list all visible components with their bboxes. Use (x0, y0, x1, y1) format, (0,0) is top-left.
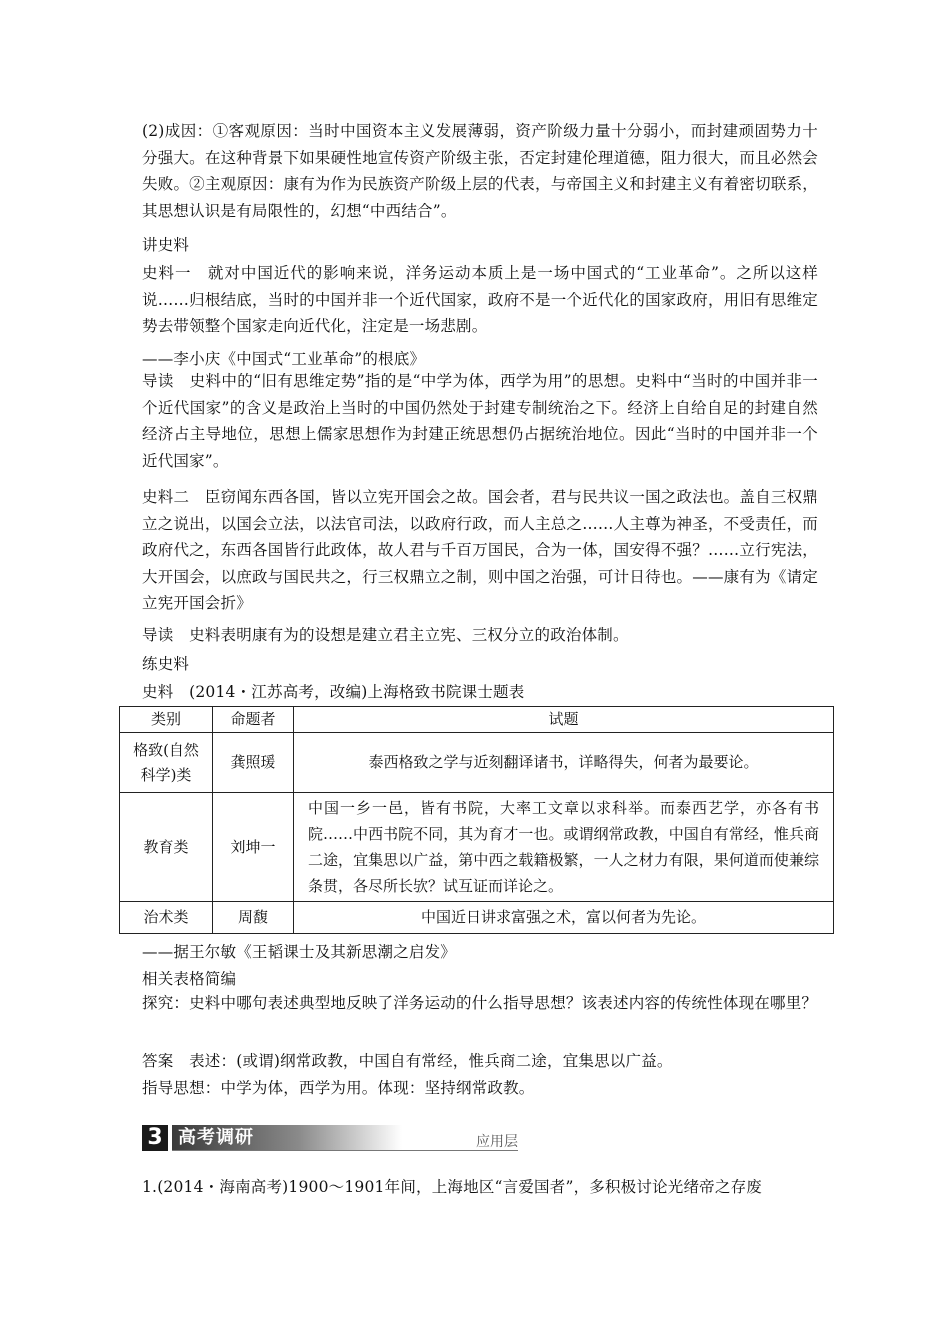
table-source: ——据王尔敏《王韬课士及其新思潮之启发》 (142, 943, 457, 961)
inquiry-question: 探究：史料中哪句表述典型地反映了洋务运动的什么指导思想？该表述内容的传统性体现在哪里？ (142, 994, 818, 1012)
table-cell-category: 教育类 (120, 793, 213, 902)
table-cell-question: 中国一乡一邑，皆有书院，大率工文章以求科举。而泰西艺学，亦各有书院……中西书院不同，其为育才一也。或谓纲常政教，中国自有常经，惟兵商二途，宜集思以广益，第中西之载籍极繁，一人之材力有限，果何道而使兼综条贯，各尽所长欤？试互证而详论之。 (294, 793, 834, 902)
table-cell-author: 周馥 (213, 902, 294, 934)
material-two: 史料二 臣窃闻东西各国，皆以立宪开国会之故。国会者，君与民共议一国之政法也。盖自三权鼎立之说出，以国会立法，以法官司法，以政府行政，而人主总之……人主尊为神圣，不受责任，而政府代之，东西各国皆行此政体，故人君与千百万国民，合为一体，国安得不强？……立行宪法，大开国会，以庶政与国民共之，行三权鼎立之制，则中国之治强，可计日待也。——康有为《请定立宪开国会折》 (142, 488, 818, 612)
answer-guiding-line: 指导思想：中学为体，西学为用。体现：坚持纲常政教。 (142, 1079, 535, 1097)
table-row (120, 733, 834, 793)
section-layer-label: 应用层 (476, 1134, 518, 1150)
guide-one: 导读 史料中的“旧有思维定势”指的是“中学为体，西学为用”的思想。史料中“当时的中国并非一个近代国家”的含义是政治上当时的中国仍然处于封建专制统治之下。经济上自给自足的封建自然经济占主导地位，思想上儒家思想作为封建正统思想仍占据统治地位。因此“当时的中国并非一个近代国家”。 (142, 372, 818, 470)
table-header-author: 命题者 (213, 707, 294, 733)
table-cell-question: 泰西格致之学与近刻翻译诸书，详略得失，何者为最要论。 (294, 733, 834, 793)
table-row (120, 902, 834, 934)
material-one: 史料一 就对中国近代的影响来说，洋务运动本质上是一场中国式的“工业革命”。之所以这样说……归根结底，当时的中国并非一个近代国家，政府不是一个近代化的国家政府，用旧有思维定势去带领整个国家走向近代化，注定是一场悲剧。 (142, 264, 818, 335)
table-cell-question: 中国近日讲求富强之术，富以何者为先论。 (294, 902, 834, 934)
table-cell-author: 龚照瑗 (213, 733, 294, 793)
table-cell-category: 格致(自然科学)类 (120, 733, 213, 793)
section-number-badge: 3 (142, 1125, 168, 1151)
answer-line: 答案 表述：(或谓)纲常政教，中国自有常经，惟兵商二途，宜集思以广益。 (142, 1052, 673, 1070)
section-heading-practice: 练史料 (142, 655, 190, 673)
section-banner (142, 1125, 518, 1151)
section-title: 高考调研 (178, 1127, 254, 1148)
table-cell-author: 刘坤一 (213, 793, 294, 902)
guide-two: 导读 史料表明康有为的设想是建立君主立宪、三权分立的政治体制。 (142, 626, 629, 644)
section-heading-lecture: 讲史料 (142, 236, 190, 254)
cause-paragraph: (2)成因：①客观原因：当时中国资本主义发展薄弱，资产阶级力量十分弱小，而封建顽固势力十分强大。在这种背景下如果硬性地宣传资产阶级主张，否定封建伦理道德，阻力很大，而且必然会失败。②主观原因：康有为作为民族资产阶级上层的代表，与帝国主义和封建主义有着密切联系，其思想认识是有局限性的，幻想“中西结合”。 (142, 122, 818, 220)
table-header-category: 类别 (120, 707, 213, 733)
table-header-row (120, 707, 834, 733)
material-one-source: ——李小庆《中国式“工业革命”的根底》 (142, 350, 426, 368)
table-note: 相关表格简编 (142, 970, 237, 988)
section-rule (172, 1150, 518, 1151)
table-cell-category: 治术类 (120, 902, 213, 934)
exam-question-1: 1.(2014・海南高考)1900～1901年间，上海地区“言爱国者”，多积极讨论光绪帝之存废 (142, 1178, 762, 1196)
table-row (120, 793, 834, 902)
exam-topics-table (119, 706, 834, 934)
table-header-question: 试题 (294, 707, 834, 733)
table-caption: 史料 (2014・江苏高考，改编)上海格致书院课士题表 (142, 683, 525, 701)
